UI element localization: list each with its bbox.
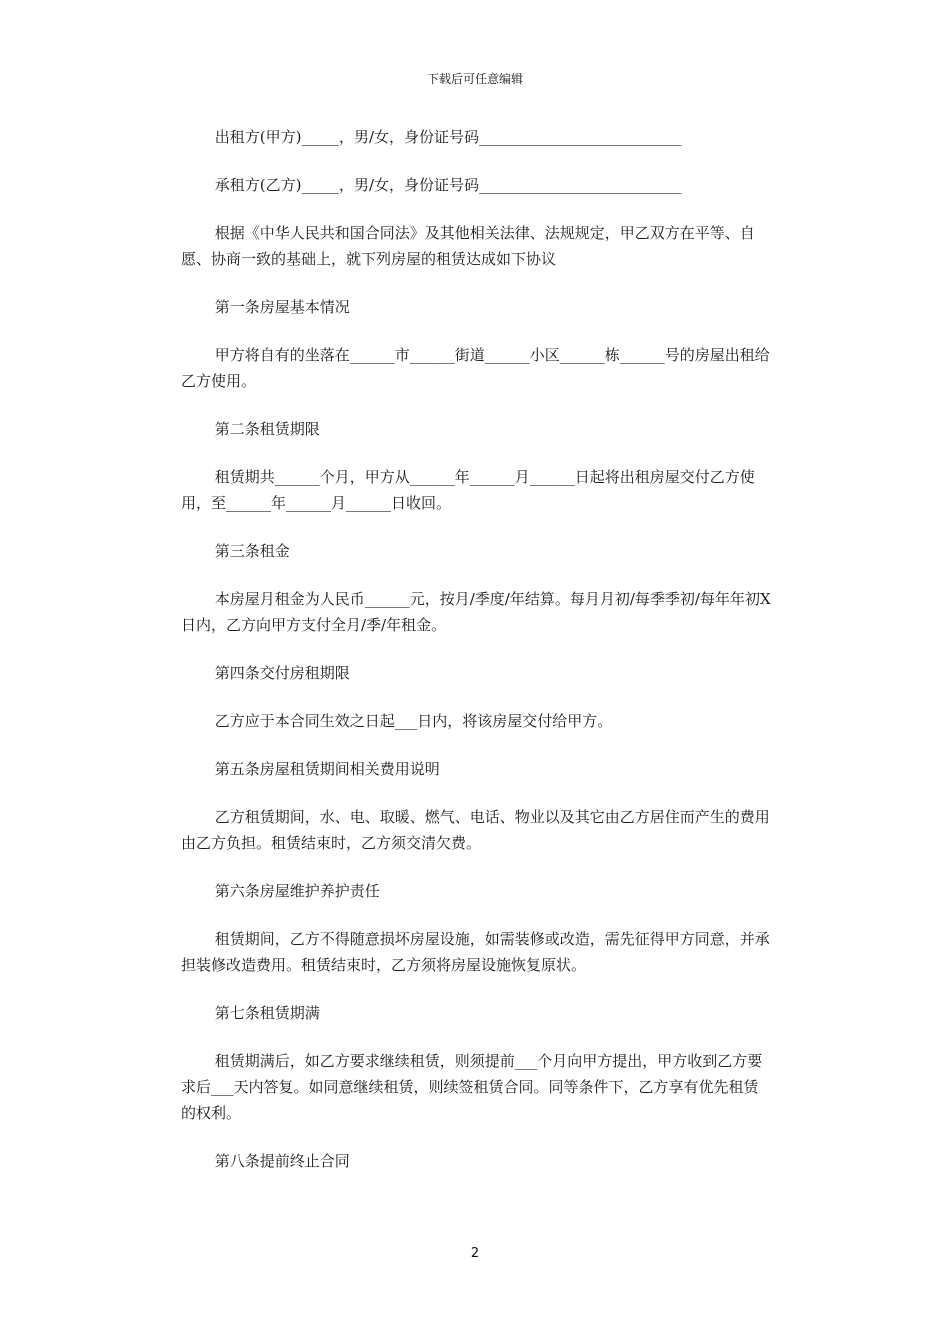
contract-paragraph: 租赁期间，乙方不得随意损坏房屋设施，如需装修或改造，需先征得甲方同意，并承担装修改造费用。租赁结束时，乙方须将房屋设施恢复原状。 [181,930,770,974]
page-header: 下载后可任意编辑 [426,72,523,86]
section-heading-1: 第一条房屋基本情况 [214,298,350,316]
contract-paragraph-preamble: 根据《中华人民共和国合同法》及其他相关法律、法规规定，甲乙双方在平等、自愿、协商一致的基础上，就下列房屋的租赁达成如下协议 [181,224,755,268]
contract-paragraph: 甲方将自有的坐落在______市______街道______小区______栋______号的房屋出租给乙方使用。 [181,346,770,390]
contract-paragraph-lessee: 承租方(乙方)_____，男/女，身份证号码___________________________ [214,176,682,194]
contract-paragraph: 租赁期共______个月，甲方从______年______月______日起将出租房屋交付乙方使用，至______年______月______日收回。 [181,468,755,512]
contract-paragraph: 乙方租赁期间，水、电、取暖、燃气、电话、物业以及其它由乙方居住而产生的费用由乙方负担。租赁结束时，乙方须交清欠费。 [181,808,770,852]
section-heading-5: 第五条房屋租赁期间相关费用说明 [214,760,440,778]
document-body [181,124,771,1196]
section-heading-6: 第六条房屋维护养护责任 [214,882,380,900]
section-heading-7: 第七条租赁期满 [214,1004,320,1022]
page-number: 2 [470,1246,480,1261]
section-heading-3: 第三条租金 [214,542,290,560]
contract-paragraph: 乙方应于本合同生效之日起___日内，将该房屋交付给甲方。 [214,712,613,730]
section-heading-2: 第二条租赁期限 [214,420,320,438]
section-heading-8: 第八条提前终止合同 [214,1152,350,1170]
contract-paragraph: 租赁期满后，如乙方要求继续租赁，则须提前___个月向甲方提出，甲方收到乙方要求后___天内答复。如同意继续租赁，则续签租赁合同。同等条件下，乙方享有优先租赁的权利。 [181,1052,763,1122]
contract-paragraph-lessor: 出租方(甲方)_____，男/女，身份证号码___________________________ [214,128,682,146]
section-heading-4: 第四条交付房租期限 [214,664,350,682]
contract-paragraph: 本房屋月租金为人民币______元，按月/季度/年结算。每月月初/每季季初/每年年初X日内，乙方向甲方支付全月/季/年租金。 [181,590,771,634]
